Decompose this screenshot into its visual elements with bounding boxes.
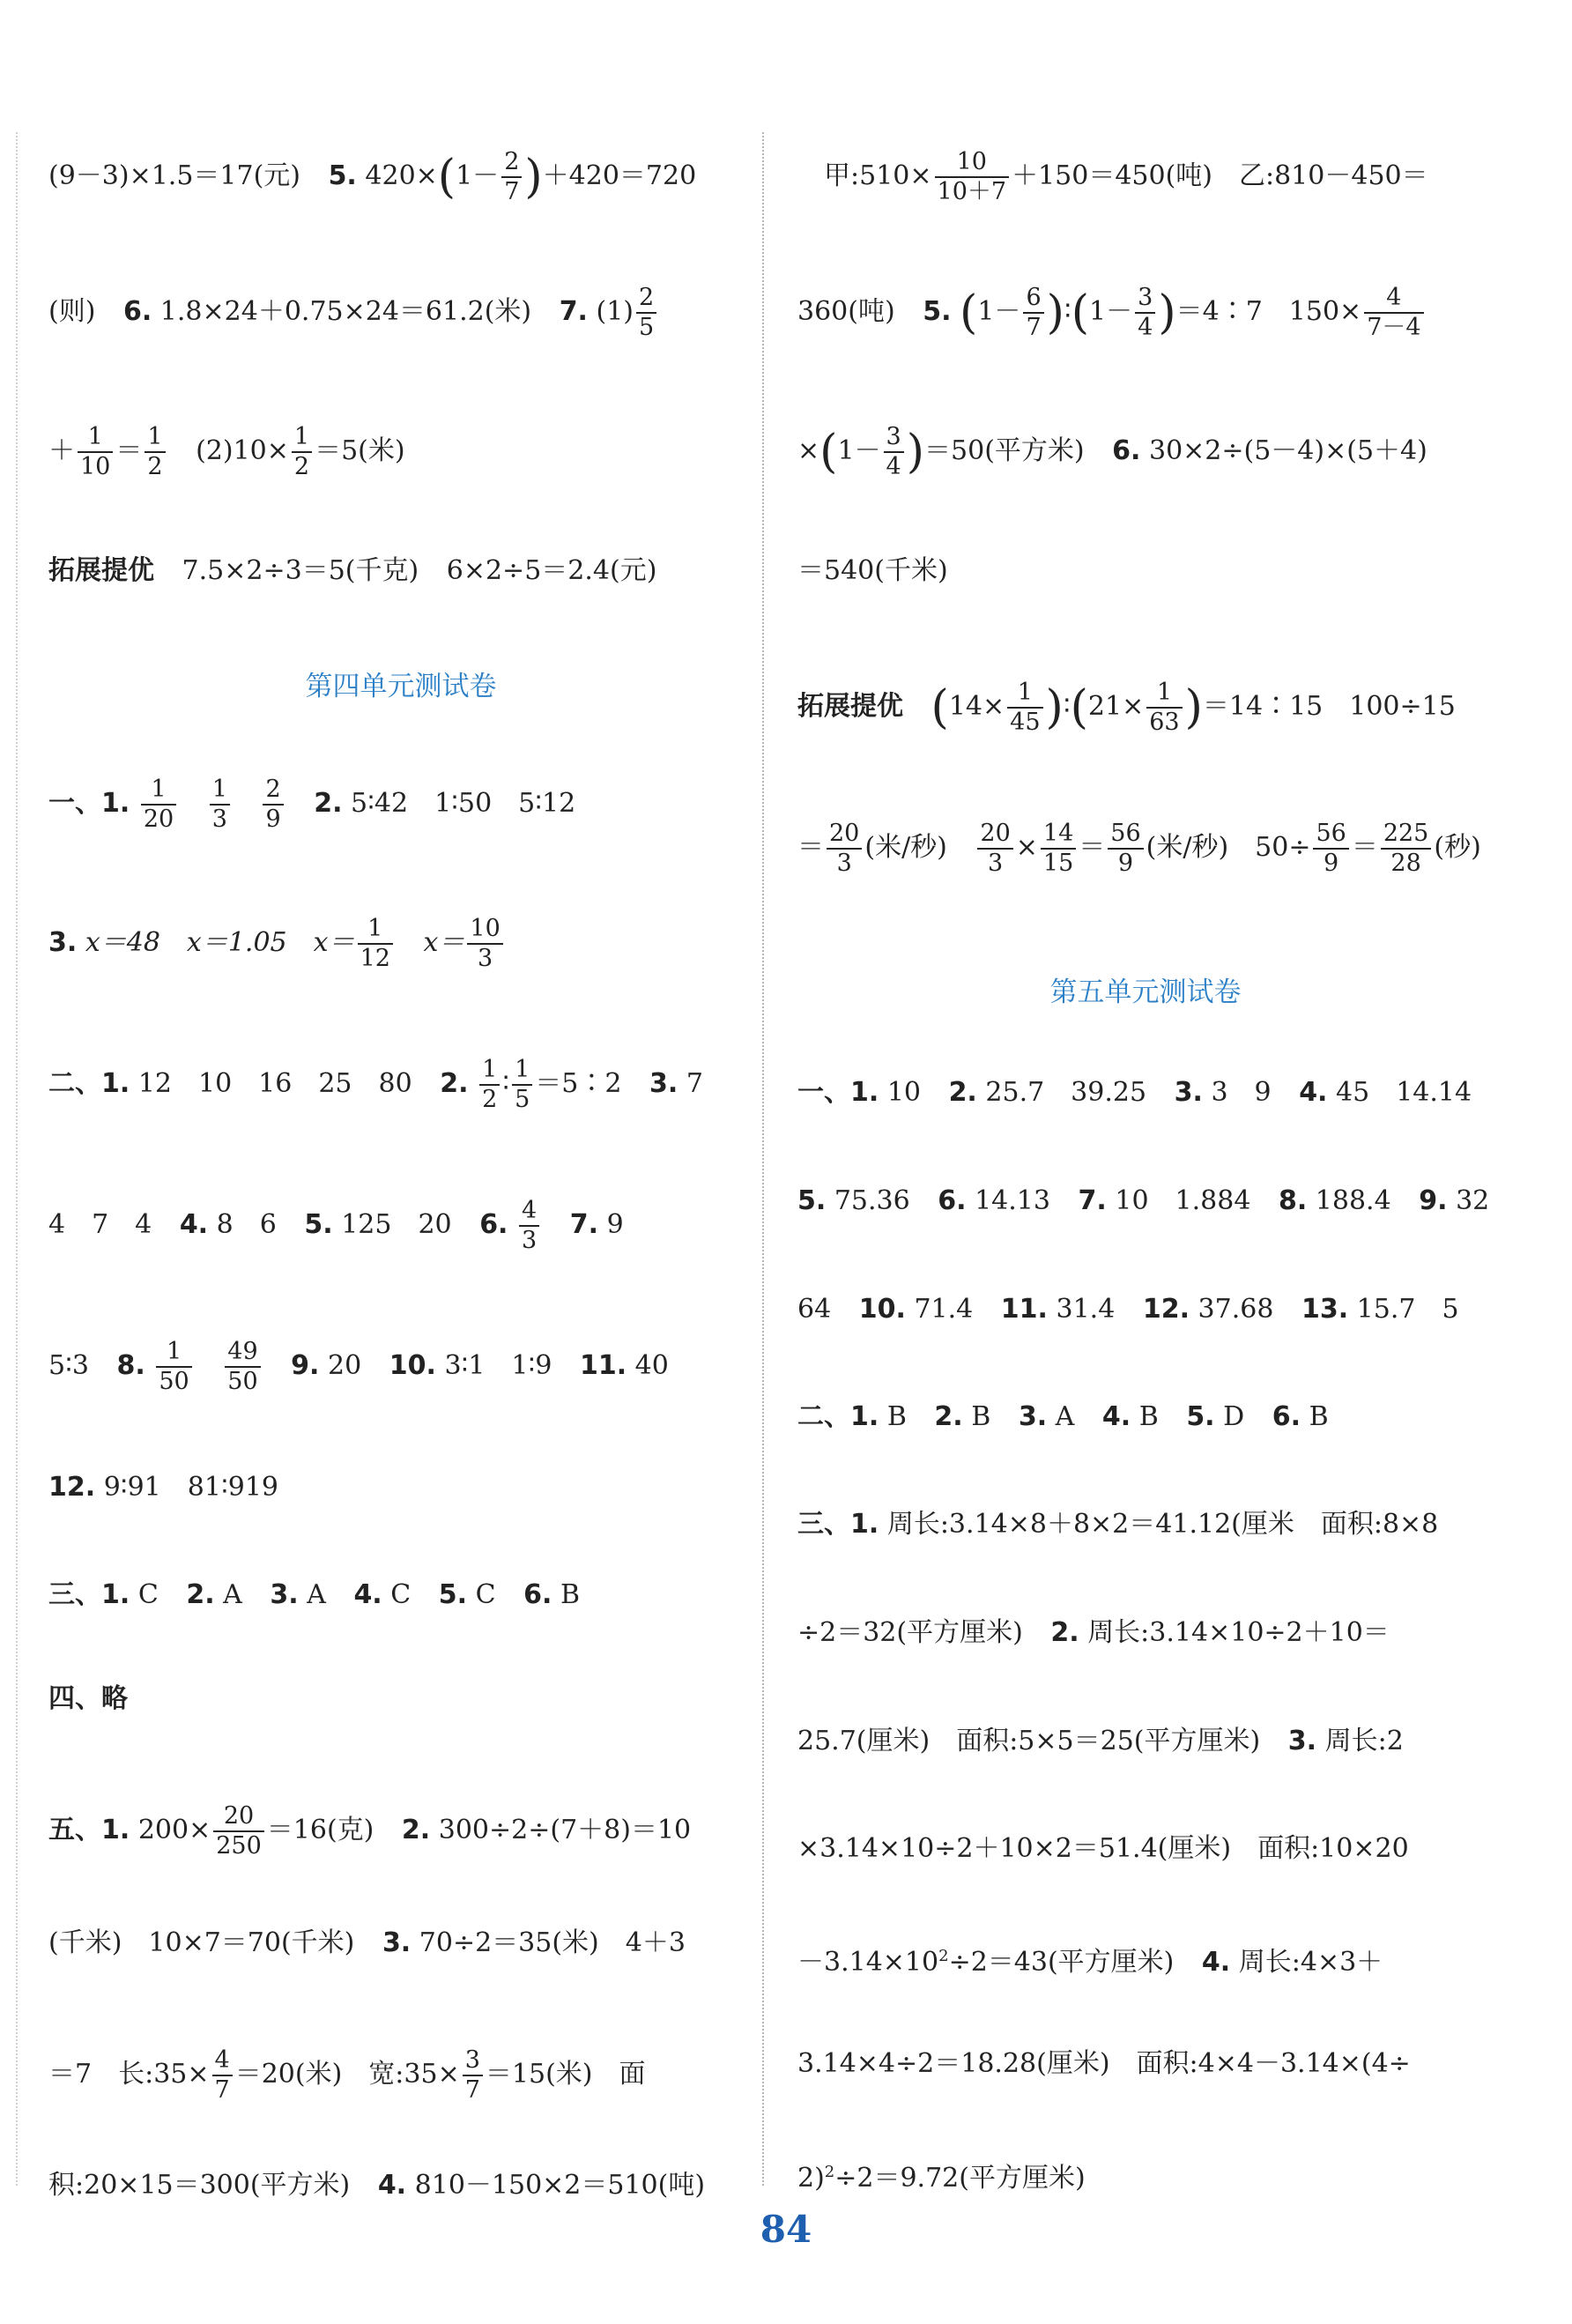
section-title-unit5: 第五单元测试卷: [1049, 976, 1242, 1008]
answer-line: ＋ $\frac{1}{10}$ ＝ $\frac{1}{2}$ (2)10× $\frac{1}{2}$ ＝5(米): [48, 423, 405, 480]
answer-line: 5∶3 8. $\frac{1}{50}$ $\frac{49}{50}$ 9. 20 10. 3∶1 1∶9 11. 40: [48, 1338, 669, 1395]
answer-line: ÷2＝32(平方厘米) 2. 周长:3.14×10÷2＋10＝: [797, 1617, 1390, 1648]
answer-line: 甲:510× $\frac{10}{10+7}$ ＋150＝450(吨) 乙:810－450＝: [824, 148, 1428, 205]
answer-line: 64 10. 71.4 11. 31.4 12. 37.68 13. 15.7 5: [797, 1294, 1459, 1325]
fraction: $\frac{1}{5}$: [512, 1056, 532, 1114]
fraction: $\frac{1}{3}$: [210, 776, 230, 834]
fraction: $\frac{1}{63}$: [1146, 679, 1182, 737]
answer-line: 三、1. 周长:3.14×8＋8×2＝41.12(厘米 面积:8×8: [797, 1509, 1439, 1540]
fraction: $\frac{56}{9}$: [1108, 820, 1143, 878]
answer-line: ×(1－ $\frac{3}{4}$ )＝50(平方米) 6. 30×2÷(5－4)×(5＋4): [797, 423, 1427, 480]
fraction: $\frac{6}{7}$: [1023, 284, 1043, 342]
answer-line: 一、1. 10 2. 25.7 39.25 3. 3 9 4. 45 14.14: [797, 1077, 1472, 1108]
answer-line: (千米) 10×7＝70(千米) 3. 70÷2＝35(米) 4＋3: [48, 1927, 686, 1958]
fraction: $\frac{56}{9}$: [1313, 820, 1348, 878]
answer-line: 4 7 4 4. 8 6 5. 125 20 6. $\frac{4}{3}$ 7. 9: [48, 1197, 624, 1254]
fraction: $\frac{20}{250}$: [213, 1802, 264, 1860]
fraction: $\frac{1}{10}$: [78, 423, 113, 481]
fraction: $\frac{225}{28}$: [1381, 820, 1432, 878]
page-number: 84: [760, 2208, 812, 2251]
fraction: $\frac{2}{7}$: [501, 148, 522, 206]
answer-line: 5. 75.36 6. 14.13 7. 10 1.884 8. 188.4 9. 32: [797, 1185, 1490, 1216]
fraction: $\frac{1}{20}$: [141, 776, 176, 834]
fraction: $\frac{4}{7}$: [212, 2046, 233, 2105]
extension-line: 拓展提优 (14× $\frac{1}{45}$ )∶(21× $\frac{1}{63}$ )＝14∶15 100÷15: [797, 679, 1456, 736]
left-margin-rule: [16, 132, 18, 2186]
answer-line: 25.7(厘米) 面积:5×5＝25(平方厘米) 3. 周长:2: [797, 1726, 1404, 1756]
extension-line: 拓展提优 7.5×2÷3＝5(千克) 6×2÷5＝2.4(元): [48, 555, 657, 586]
fraction: $\frac{3}{7}$: [463, 2046, 483, 2105]
answer-line: 积:20×15＝300(平方米) 4. 810－150×2＝510(吨): [48, 2170, 706, 2201]
answer-line: ＝ $\frac{20}{3}$ (米/秒) $\frac{20}{3}$ × $\frac{14}{15}$ ＝ $\frac{56}{9}$ (米/秒) 50÷ $\frac{56}{9}$ ＝ $\frac{225}{28}$ (秒): [797, 820, 1481, 877]
answer-line: ×3.14×10÷2＋10×2＝51.4(厘米) 面积:10×20: [797, 1833, 1409, 1864]
fraction: $\frac{49}{50}$: [225, 1338, 260, 1396]
fraction: $\frac{14}{15}$: [1041, 820, 1076, 878]
fraction: $\frac{20}{3}$: [827, 820, 862, 878]
fraction: $\frac{20}{3}$: [977, 820, 1012, 878]
fraction: $\frac{1}{12}$: [358, 915, 393, 973]
answer-line: 一、1. $\frac{1}{20}$ $\frac{1}{3}$ $\frac{2}{9}$ 2. 5∶42 1∶50 5∶12: [48, 776, 576, 833]
fraction: $\frac{10}{10+7}$: [935, 148, 1010, 206]
fraction: $\frac{1}{2}$: [145, 423, 165, 481]
answer-line: (9－3)×1.5＝17(元) 5. 420×(1－ $\frac{2}{7}$ )＋420＝720: [48, 148, 697, 205]
answer-line: 三、1. C 2. A 3. A 4. C 5. C 6. B: [48, 1579, 580, 1610]
fraction: $\frac{3}{4}$: [884, 423, 904, 481]
fraction: $\frac{1}{2}$: [479, 1056, 500, 1114]
fraction: $\frac{4}{3}$: [519, 1197, 539, 1255]
answer-line: 二、1. 12 10 16 25 80 2. $\frac{1}{2}$ ∶ $\frac{1}{5}$ ＝5∶2 3. 7: [48, 1056, 703, 1113]
answer-line: ＝7 长:35× $\frac{4}{7}$ ＝20(米) 宽:35× $\frac{3}{7}$ ＝15(米) 面: [48, 2046, 646, 2104]
fraction: $\frac{1}{50}$: [156, 1338, 191, 1396]
answer-line: $-3.14\times 10^2\div 2=43$(平方厘米) 4. 周长:4×3＋: [797, 1947, 1383, 1978]
answer-line: 360(吨) 5. (1－ $\frac{6}{7}$ )∶(1－ $\frac{3}{4}$ )＝4∶7 150× $\frac{4}{7-4}$: [797, 284, 1427, 342]
answer-line: 12. 9∶91 81∶919: [48, 1472, 279, 1503]
answer-line: 2)$^2$÷2＝9.72(平方厘米): [797, 2163, 1086, 2194]
fraction: $\frac{3}{4}$: [1135, 284, 1155, 342]
fraction: $\frac{4}{7-4}$: [1364, 284, 1423, 342]
answer-line: 二、1. B 2. B 3. A 4. B 5. D 6. B: [797, 1401, 1329, 1432]
answer-line: ＝540(千米): [797, 555, 948, 586]
answer-line: 五、1. 200× $\frac{20}{250}$ ＝16(克) 2. 300÷2÷(7＋8)＝10: [48, 1802, 692, 1860]
fraction: $\frac{2}{5}$: [636, 284, 656, 342]
column-divider: [762, 132, 764, 2186]
answer-line: (则) 6. 1.8×24＋0.75×24＝61.2(米) 7. (1) $\frac{2}{5}$: [48, 284, 659, 342]
answer-line: 四、略: [48, 1683, 128, 1714]
answer-line: 3. x＝48 x＝1.05 x＝ $\frac{1}{12}$ x＝ $\frac{10}{3}$: [48, 915, 506, 973]
fraction: $\frac{1}{2}$: [292, 423, 312, 481]
fraction: $\frac{2}{9}$: [263, 776, 283, 834]
section-title-unit4: 第四单元测试卷: [305, 671, 497, 702]
answer-line: 3.14×4÷2＝18.28(厘米) 面积:4×4－3.14×(4÷: [797, 2048, 1411, 2079]
fraction: $\frac{1}{45}$: [1007, 679, 1042, 737]
fraction: $\frac{10}{3}$: [467, 915, 502, 973]
